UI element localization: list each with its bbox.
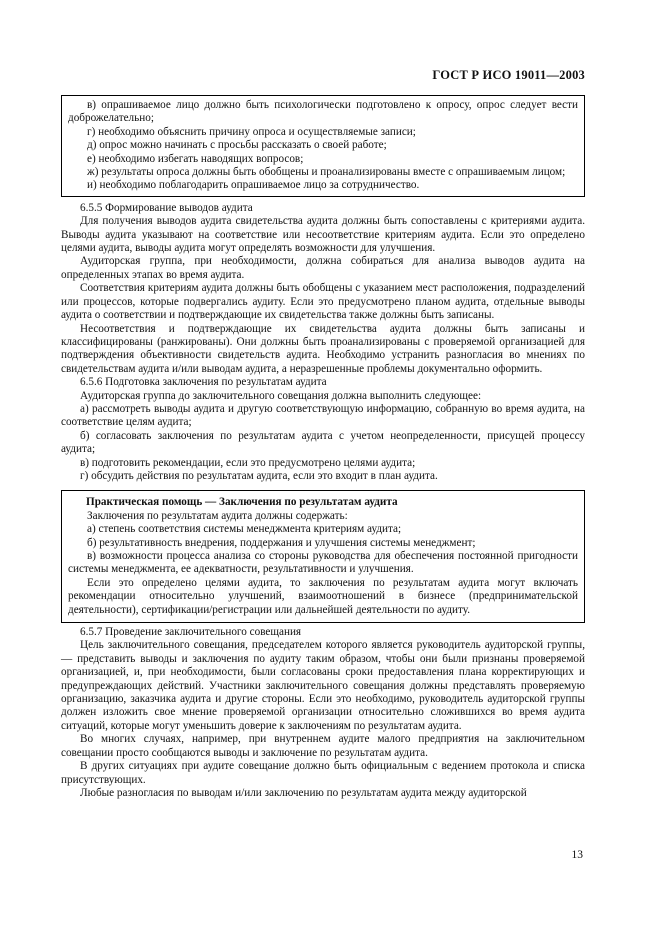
paragraph: Аудиторская группа, при необходимости, должна собираться для анализа выводов аудита на определенных этапах во время аудита.	[61, 255, 585, 281]
paragraph: Несоответствия и подтверждающие их свидетельства аудита должны быть записаны и классифицированы (ранжированы). Они должны быть проанализированы с проверяемой организацией для подтверждения объективности свидетельств аудита. Необходимо устранить разногласия во мнениях по свидетельствам аудита и/или выводам аудита, а неразрешенные проблемы документально оформить.	[61, 322, 585, 375]
interview-guidance-box	[61, 95, 585, 197]
list-item: б) результативность внедрения, поддержания и улучшения системы менеджмент;	[87, 536, 476, 549]
page-number: 13	[571, 849, 583, 861]
box-list-item: в) опрашиваемое лицо должно быть психологически подготовлено к опросу, опрос следует вести доброжелательно;	[68, 99, 578, 125]
list-item: в) подготовить рекомендации, если это предусмотрено целями аудита;	[80, 456, 416, 469]
box-list-item: г) необходимо объяснить причину опроса и осуществляемые записи;	[87, 125, 416, 138]
paragraph: Соответствия критериям аудита должны быть обобщены с указанием мест расположения, подразделений или процессов, которые подвергались аудиту. Если это предусмотрено планом аудита, отдельные выводы аудита о соответствии и подтверждающие их свидетельства также должны быть записаны.	[61, 282, 585, 322]
list-item: в) возможности процесса анализа со стороны руководства для обеспечения постоянной пригодности системы менеджмента, ее адекватности, результативности и улучшения.	[68, 550, 578, 576]
section-heading-6-5-7: 6.5.7 Проведение заключительного совещания	[80, 626, 302, 639]
paragraph: Заключения по результатам аудита должны содержать:	[87, 509, 348, 522]
paragraph: Если это определено целями аудита, то заключения по результатам аудита могут включать рекомендации относительно улучшений, взаимоотношений в бизнесе (предпринимательской деятельности), сертификации/регистрации или дальнейшей деятельности по аудиту.	[68, 576, 578, 616]
box-list-item: ж) результаты опроса должны быть обобщены и проанализированы вместе с опрашиваемым лицом;	[87, 166, 566, 179]
list-item: г) обсудить действия по результатам аудита, если это входит в план аудита.	[80, 469, 438, 482]
paragraph: Аудиторская группа до заключительного совещания должна выполнить следующее:	[80, 389, 482, 402]
paragraph: Цель заключительного совещания, председателем которого является руководитель аудиторской группы, — представить выводы и заключения по аудиту таким образом, чтобы они были признаны проверяемой организацией, и, при необходимости, были согласованы сроки предоставления плана корректирующих и предупреждающих действий. Участники заключительного совещания должны представлять проверяемую организацию, заказчика аудита и другие стороны. Если это необходимо, руководитель аудиторской группы должен изложить свое мнение проверяемой организации относительно сложившихся во время аудита ситуаций, которые могут уменьшить доверие к заключениям по результатам аудита.	[61, 639, 585, 732]
paragraph: В других ситуациях при аудите совещание должно быть официальным с ведением протокола и списка присутствующих.	[61, 760, 585, 786]
list-item: а) рассмотреть выводы аудита и другую соответствующую информацию, собранную во время аудита, на соответствие целям аудита;	[61, 402, 585, 429]
section-heading-6-5-5: 6.5.5 Формирование выводов аудита	[80, 201, 253, 214]
document-code: ГОСТ Р ИСО 19011—2003	[432, 68, 585, 82]
list-item: б) согласовать заключения по результатам аудита с учетом неопределенности, присущей процессу аудита;	[61, 429, 585, 456]
paragraph: Во многих случаях, например, при внутреннем аудите малого предприятия на заключительном совещании просто сообщаются выводы и заключение по результатам аудита.	[61, 733, 585, 759]
paragraph: Для получения выводов аудита свидетельства аудита должны быть сопоставлены с критериями аудита. Выводы аудита указывают на соответствие или несоответствие критериям аудита. Если это определено целями аудита, выводы аудита могут определять возможности для улучшения.	[61, 215, 585, 255]
practical-help-box	[61, 490, 585, 623]
list-item: а) степень соответствия системы менеджмента критериям аудита;	[87, 523, 402, 536]
page-content	[61, 95, 585, 800]
paragraph: Любые разногласия по выводам и/или заключению по результатам аудита между аудиторской	[80, 786, 527, 799]
section-heading-6-5-6: 6.5.6 Подготовка заключения по результатам аудита	[80, 376, 327, 389]
box-list-item: и) необходимо поблагодарить опрашиваемое лицо за сотрудничество.	[87, 179, 420, 192]
box-list-item: е) необходимо избегать наводящих вопросов;	[87, 152, 304, 165]
box-list-item: д) опрос можно начинать с просьбы рассказать о своей работе;	[87, 139, 387, 152]
practical-help-title: Практическая помощь — Заключения по результатам аудита	[86, 496, 398, 509]
